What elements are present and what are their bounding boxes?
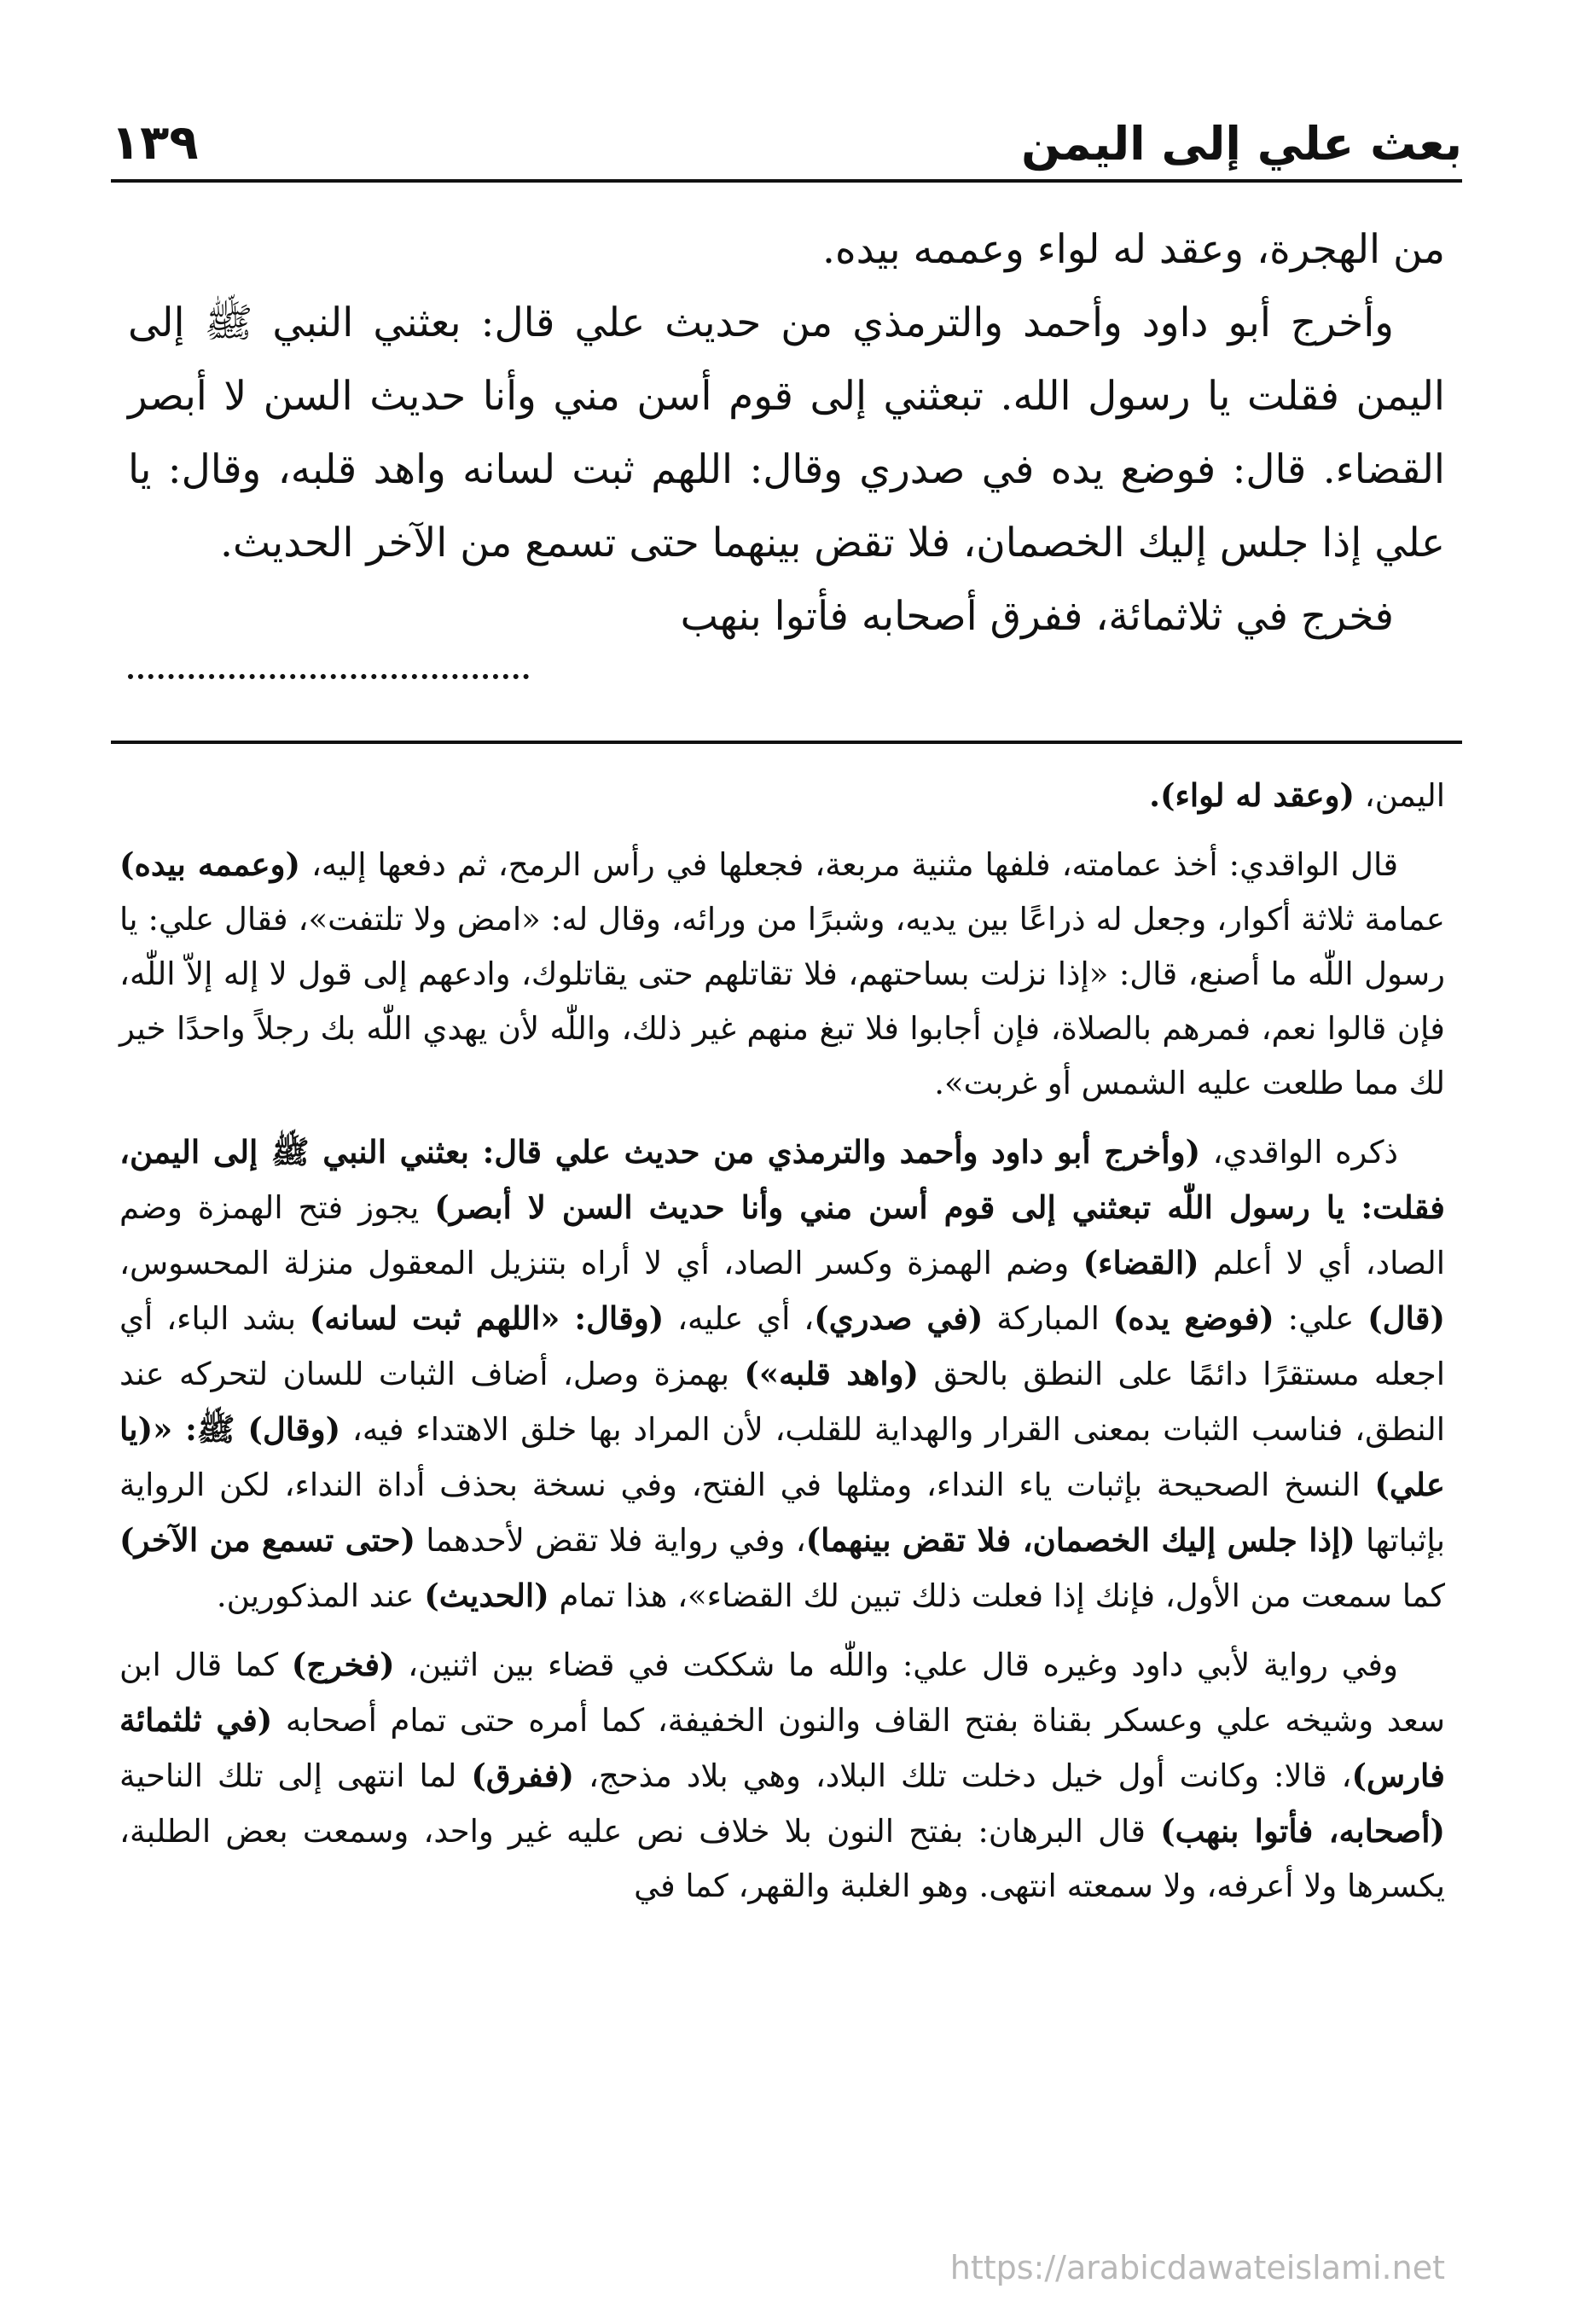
- running-header: [111, 94, 1462, 171]
- commentary-span: ، أي عليه،: [664, 1300, 815, 1337]
- quoted-text: (وعممه بيده): [119, 845, 300, 883]
- commentary-paragraph: [119, 768, 1445, 823]
- commentary-span: ، قالا: وكانت أول خيل دخلت تلك البلاد، وهي بلاد مذحج،: [573, 1758, 1352, 1794]
- commentary-span: وفي رواية لأبي داود وغيره قال علي: واللّٰه ما شككت في قضاء بين اثنين،: [394, 1647, 1398, 1683]
- commentary-paragraph: [119, 1637, 1445, 1914]
- commentary-rule: [111, 741, 1462, 744]
- commentary-span: وضم الهمزة وكسر الصاد، أي لا أراه بتنزيل المعقول منزلة المحسوس،: [119, 1245, 1083, 1281]
- commentary-span: علي:: [1274, 1300, 1368, 1337]
- matn-paragraph: فخرج في ثلاثمائة، ففرق أصحابه فأتوا بنهب: [680, 593, 1394, 640]
- commentary-span: النسخ الصحيحة بإثبات ياء النداء، ومثلها في الفتح، وفي نسخة بحذف أداة النداء، لكن الرواية بإثباتها: [119, 1467, 1445, 1559]
- quoted-text: (القضاء): [1083, 1244, 1199, 1281]
- quoted-text: (في ثلثمائة فارس): [119, 1701, 1445, 1794]
- commentary-span: بهمزة وصل، أضاف الثبات للسان لتحركه عند النطق، فناسب الثبات بمعنى القرار والهداية للقلب، لأن المراد بها خلق الاهتداء فيه،: [119, 1356, 1446, 1448]
- quoted-text: (أصحابه، فأتوا بنهب): [1160, 1812, 1445, 1850]
- commentary-span: ذكره الواقدي،: [1200, 1134, 1398, 1171]
- commentary-span: عمامة ثلاثة أكوار، وجعل له ذراعًا بين يديه، وشبرًا من ورائه، وقال له: «امض ولا تلتفت»، فقال علي: يا رسول اللّٰه ما أصنع، قال: «إذا نزلت بساحتهم، فلا تقاتلهم حتى يقاتلوك، وادعهم إلى قول لا إله إلاّ اللّٰه، فإن قالوا نعم، فمرهم بالصلاة، فإن أجابوا فلا تبغ منهم غير ذلك، واللّٰه لأن يهدي اللّٰه بك رجلاً واحدًا خير لك مما طلعت عليه الشمس أو غربت».: [119, 901, 1445, 1101]
- quoted-text: (في صدري): [814, 1299, 984, 1337]
- commentary-span: قال الواقدي: أخذ عمامته، فلفها مثنية مربعة، فجعلها في رأس الرمح، ثم دفعها إليه،: [299, 846, 1399, 883]
- quoted-text: (واهد قلبه»): [744, 1355, 919, 1392]
- matn-line: من الهجرة، وعقد له لواء وعممه بيده.: [822, 226, 1445, 273]
- quoted-text: (فخرج): [291, 1646, 395, 1683]
- quoted-text: (الحديث): [424, 1577, 549, 1614]
- commentary-span: اليمن،: [1355, 777, 1445, 814]
- quoted-text: (قال): [1367, 1299, 1445, 1337]
- commentary-span: ، وفي رواية فلا تقض لأحدهما: [415, 1522, 806, 1559]
- commentary-span: قال البرهان: بفتح النون بلا خلاف نص عليه غير واحد، وسمعت بعض الطلبة، يكسرها ولا أعرفه، ولا سمعته انتهى. وهو الغلبة والقهر، كما في: [119, 1813, 1445, 1904]
- quoted-text: (إذا جلس إليك الخصمان، فلا تقض بينهما): [805, 1521, 1355, 1559]
- matn-paragraph: وأخرج أبو داود وأحمد والترمذي من حديث علي قال: بعثني النبي ﷺ إلى اليمن فقلت يا رسول الله. تبعثني إلى قوم أسن مني وأنا حديث السن لا أبصر القضاء. قال: فوضع يده في صدري وقال: اللهم ثبت لسانه واهد قلبه، وقال: يا علي إذا جلس إليك الخصمان، فلا تقض بينهما حتى تسمع من الآخر الحديث.: [128, 299, 1445, 566]
- quoted-text: (وقال) ﷺ: «(يا علي): [119, 1410, 1445, 1503]
- continuation-dots: [128, 657, 529, 679]
- quoted-text: (وعقد له لواء).: [1149, 776, 1355, 814]
- quoted-text: (حتى تسمع من الآخر): [119, 1521, 416, 1559]
- commentary-span: كما سمعت من الأول، فإنك إذا فعلت ذلك تبين لك القضاء»، هذا تمام: [549, 1577, 1445, 1614]
- commentary-text: [119, 768, 1445, 1927]
- commentary-span: عند المذكورين.: [216, 1577, 425, 1614]
- quoted-text: (ففرق): [471, 1757, 574, 1794]
- quoted-text: (فوضع يده): [1112, 1299, 1274, 1337]
- watermark-url: https://arabicdawateislami.net: [949, 2249, 1445, 2286]
- header-rule: [111, 179, 1462, 183]
- running-title: بعث علي إلى اليمن: [1021, 117, 1462, 171]
- page-number: ١٣٩: [111, 115, 199, 171]
- commentary-span: لما انتهى إلى تلك الناحية: [119, 1758, 472, 1794]
- commentary-paragraph: [119, 837, 1445, 1111]
- commentary-span: المباركة: [983, 1300, 1113, 1337]
- quoted-text: (وقال: «اللهم ثبت لسانه): [309, 1299, 665, 1337]
- commentary-span: يجوز فتح الهمزة وضم الصاد، أي لا أعلم: [119, 1189, 1445, 1281]
- commentary-span: بشد الباء، أي اجعله مستقرًا دائمًا على النطق بالحق: [119, 1300, 1445, 1392]
- main-text: [128, 213, 1445, 654]
- commentary-paragraph: [119, 1124, 1445, 1624]
- quoted-text: (وأخرج أبو داود وأحمد والترمذي من حديث علي قال: بعثني النبي ﷺ إلى اليمن، فقلت: يا رسول اللّٰه تبعثني إلى قوم أسن مني وأنا حديث السن لا أبصر): [119, 1133, 1445, 1226]
- commentary-span: كما قال ابن سعد وشيخه علي وعسكر بقناة بفتح القاف والنون الخفيفة، كما أمره حتى تمام أصحابه: [119, 1647, 1445, 1739]
